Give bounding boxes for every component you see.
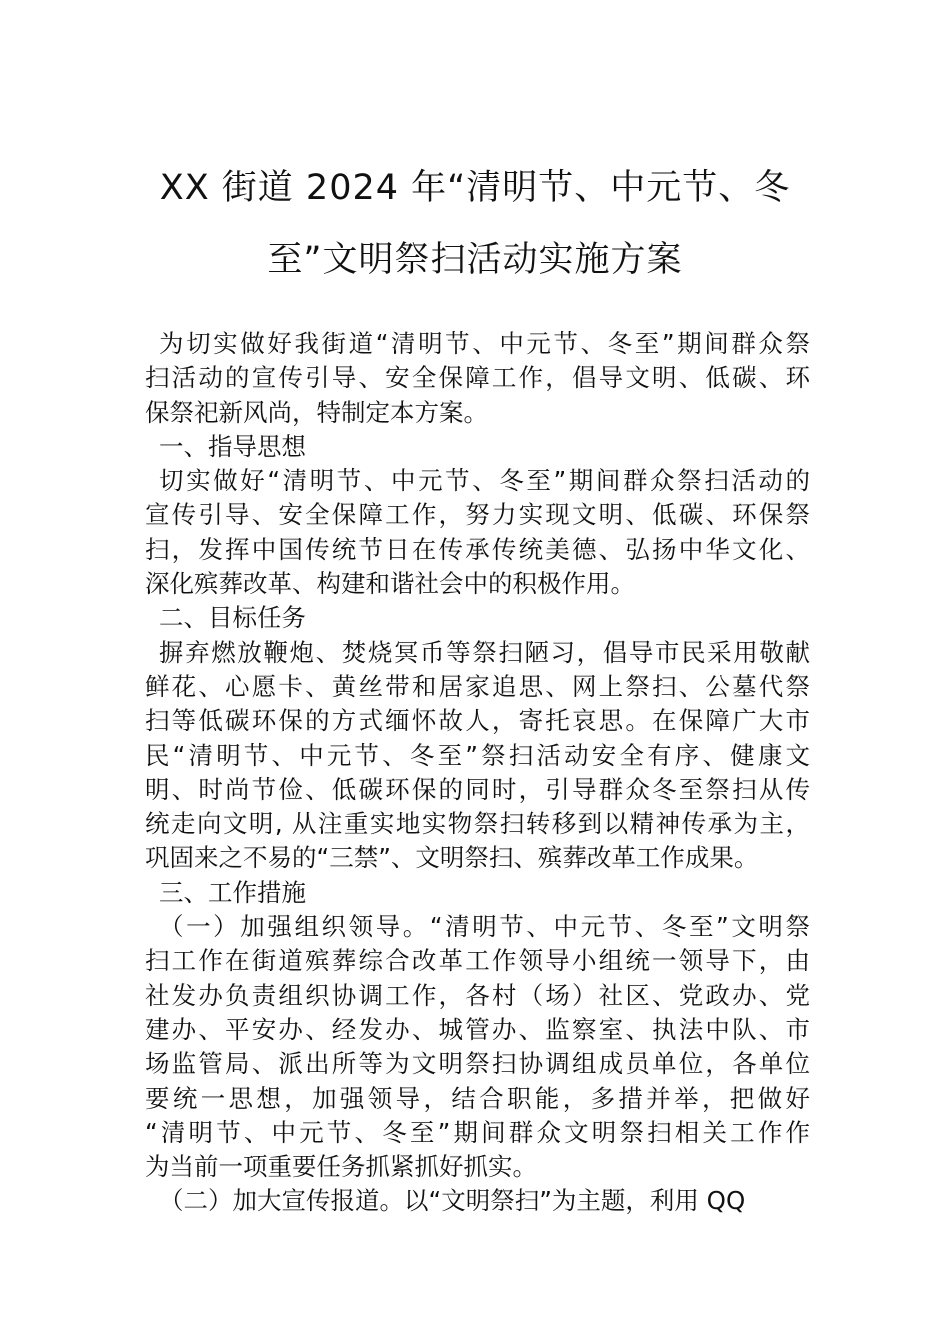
paragraph <box>145 636 810 876</box>
paragraph-line: 摒弃燃放鞭炮、焚烧冥币等祭扫陋习，倡导市民采用敬献 <box>159 637 810 667</box>
paragraph <box>145 464 810 601</box>
document-title-line-1: XX 街道 2024 年“清明节、中元节、冬 <box>159 168 791 208</box>
paragraph-line: 切实做好“清明节、中元节、冬至”期间群众祭扫活动的 <box>159 466 810 496</box>
paragraph-line: 扫等低碳环保的方式缅怀故人，寄托哀思。在保障广大市 <box>145 706 810 736</box>
paragraph-line: 场监管局、派出所等为文明祭扫协调组成员单位，各单位 <box>145 1049 810 1079</box>
paragraph-line: 建办、平安办、经发办、城管办、监察室、执法中队、市 <box>145 1014 810 1044</box>
paragraph-line: 鲜花、心愿卡、黄丝带和居家追思、网上祭扫、公墓代祭 <box>145 671 810 701</box>
paragraph-line: 扫，发挥中国传统节日在传承传统美德、弘扬中华文化、 <box>145 534 810 564</box>
document-title-line-2: 至”文明祭扫活动实施方案 <box>267 240 683 280</box>
paragraph-line: 明、时尚节俭、低碳环保的同时，引导群众冬至祭扫从传 <box>145 774 810 804</box>
paragraph-line: 民“清明节、中元节、冬至”祭扫活动安全有序、健康文 <box>145 740 810 770</box>
paragraph-line: 一、指导思想 <box>159 431 306 461</box>
paragraph <box>145 910 810 1184</box>
paragraph-line: 扫活动的宣传引导、安全保障工作，倡导文明、低碳、环 <box>145 363 810 393</box>
paragraph-line: 社发办负责组织协调工作，各村（场）社区、党政办、党 <box>145 980 810 1010</box>
paragraph-line: 二、目标任务 <box>159 603 306 633</box>
paragraph-line: 保祭祀新风尚，特制定本方案。 <box>145 397 488 427</box>
paragraph-line: 宣传引导、安全保障工作，努力实现文明、低碳、环保祭 <box>145 500 810 530</box>
paragraph <box>145 876 810 910</box>
paragraph-line: 三、工作措施 <box>159 877 306 907</box>
paragraph-line: （二）加大宣传报道。以“文明祭扫”为主题，利用 QQ <box>159 1186 746 1216</box>
paragraph-line: 深化殡葬改革、构建和谐社会中的积极作用。 <box>145 569 635 599</box>
paragraph <box>145 1184 810 1218</box>
paragraph-line: 要统一思想，加强领导，结合职能，多措并举，把做好 <box>145 1083 810 1113</box>
paragraph-line: 为切实做好我街道“清明节、中元节、冬至”期间群众祭 <box>159 329 810 358</box>
document-body <box>145 327 810 1219</box>
paragraph-line: 统走向文明, 从注重实地实物祭扫转移到以精神传承为主， <box>145 809 810 839</box>
paragraph-line: 巩固来之不易的“三禁”、文明祭扫、殡葬改革工作成果。 <box>145 843 759 873</box>
paragraph-line: “清明节、中元节、冬至”期间群众文明祭扫相关工作作 <box>145 1117 810 1147</box>
paragraph-line: 扫工作在街道殡葬综合改革工作领导小组统一领导下，由 <box>145 946 810 976</box>
paragraph <box>145 601 810 635</box>
paragraph-line: 为当前一项重要任务抓紧抓好抓实。 <box>145 1152 537 1182</box>
paragraph-line: （一）加强组织领导。“清明节、中元节、冬至”文明祭 <box>159 912 810 942</box>
paragraph <box>145 327 810 430</box>
paragraph <box>145 430 810 464</box>
